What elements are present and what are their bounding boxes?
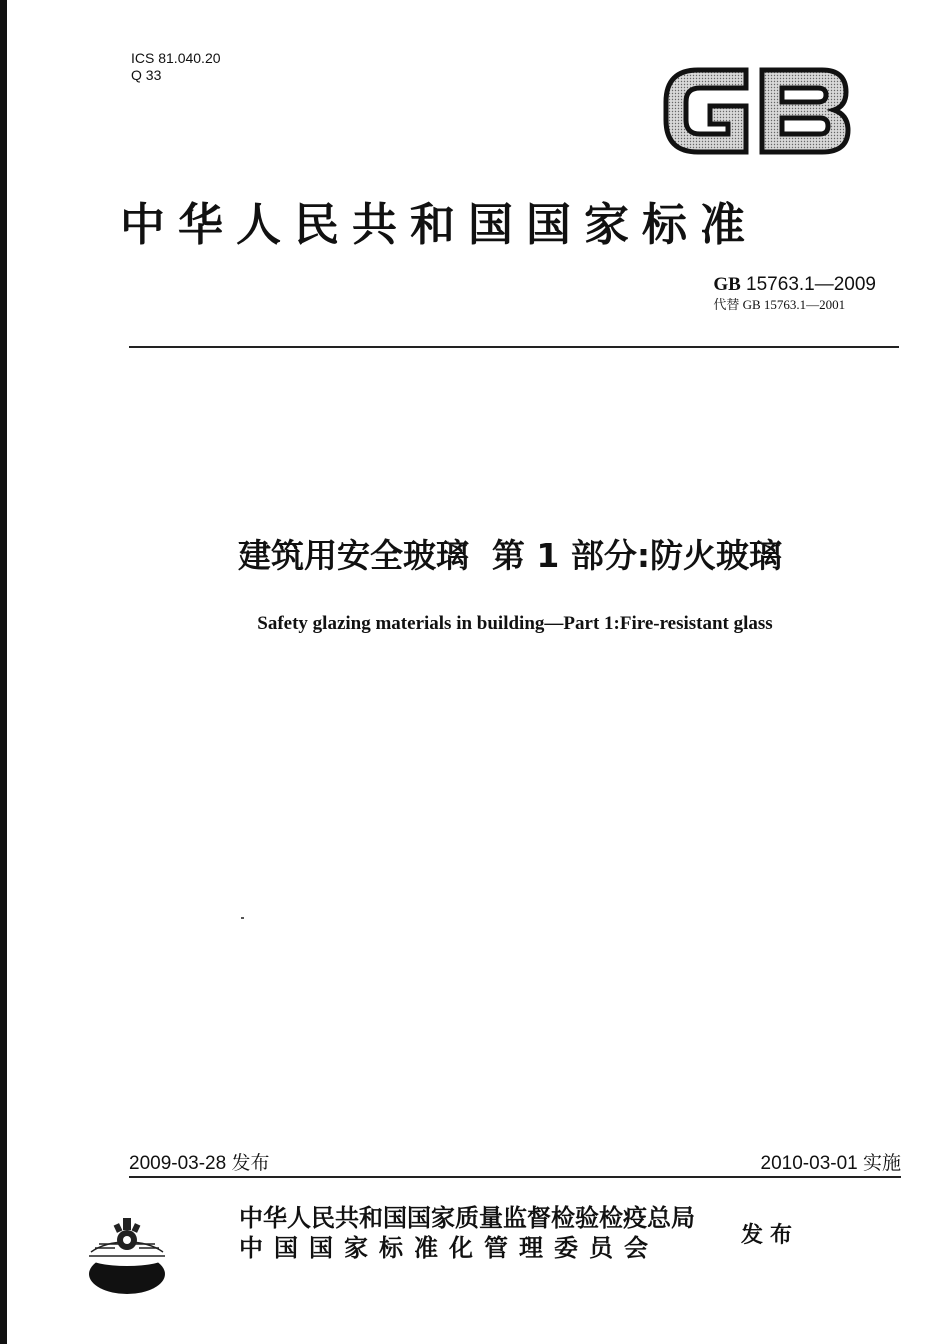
issue-label: 发布	[741, 1222, 800, 1248]
document-title-zh: 建筑用安全玻璃 第 1 部分:防火玻璃	[237, 536, 783, 575]
publish-date: 2009-03-28 发布	[129, 1153, 270, 1174]
document-title-en: Safety glazing materials in building—Part 1:Fire-resistant glass	[257, 613, 773, 634]
standard-number	[713, 274, 876, 296]
footer-divider	[129, 1176, 901, 1178]
standard-number-block	[713, 274, 876, 313]
header-divider	[129, 346, 899, 348]
date-row	[129, 1148, 901, 1174]
implement-date: 2010-03-01 实施	[760, 1153, 901, 1174]
page-title: 中华人民共和国国家标准	[120, 198, 759, 251]
gb-logo-icon	[662, 62, 852, 158]
replaces-standard: 代替 GB 15763.1—2001	[713, 297, 846, 312]
ccs-code: Q 33	[131, 67, 162, 83]
standard-code: 15763.1—2009	[746, 274, 876, 295]
sac-emblem-icon	[85, 1212, 169, 1298]
issuer-aqsiq: 中华人民共和国国家质量监督检验检疫总局	[239, 1203, 695, 1232]
standard-prefix: GB	[713, 274, 741, 295]
scan-edge-bar	[0, 0, 7, 1344]
classification-codes	[131, 50, 221, 84]
ics-code: ICS 81.040.20	[131, 50, 221, 66]
scan-speck	[241, 917, 244, 919]
gb-logo-text: GB	[756, 114, 758, 115]
issuing-authorities	[239, 1203, 695, 1263]
issuer-sac: 中国国家标准化管理委员会	[239, 1233, 659, 1262]
